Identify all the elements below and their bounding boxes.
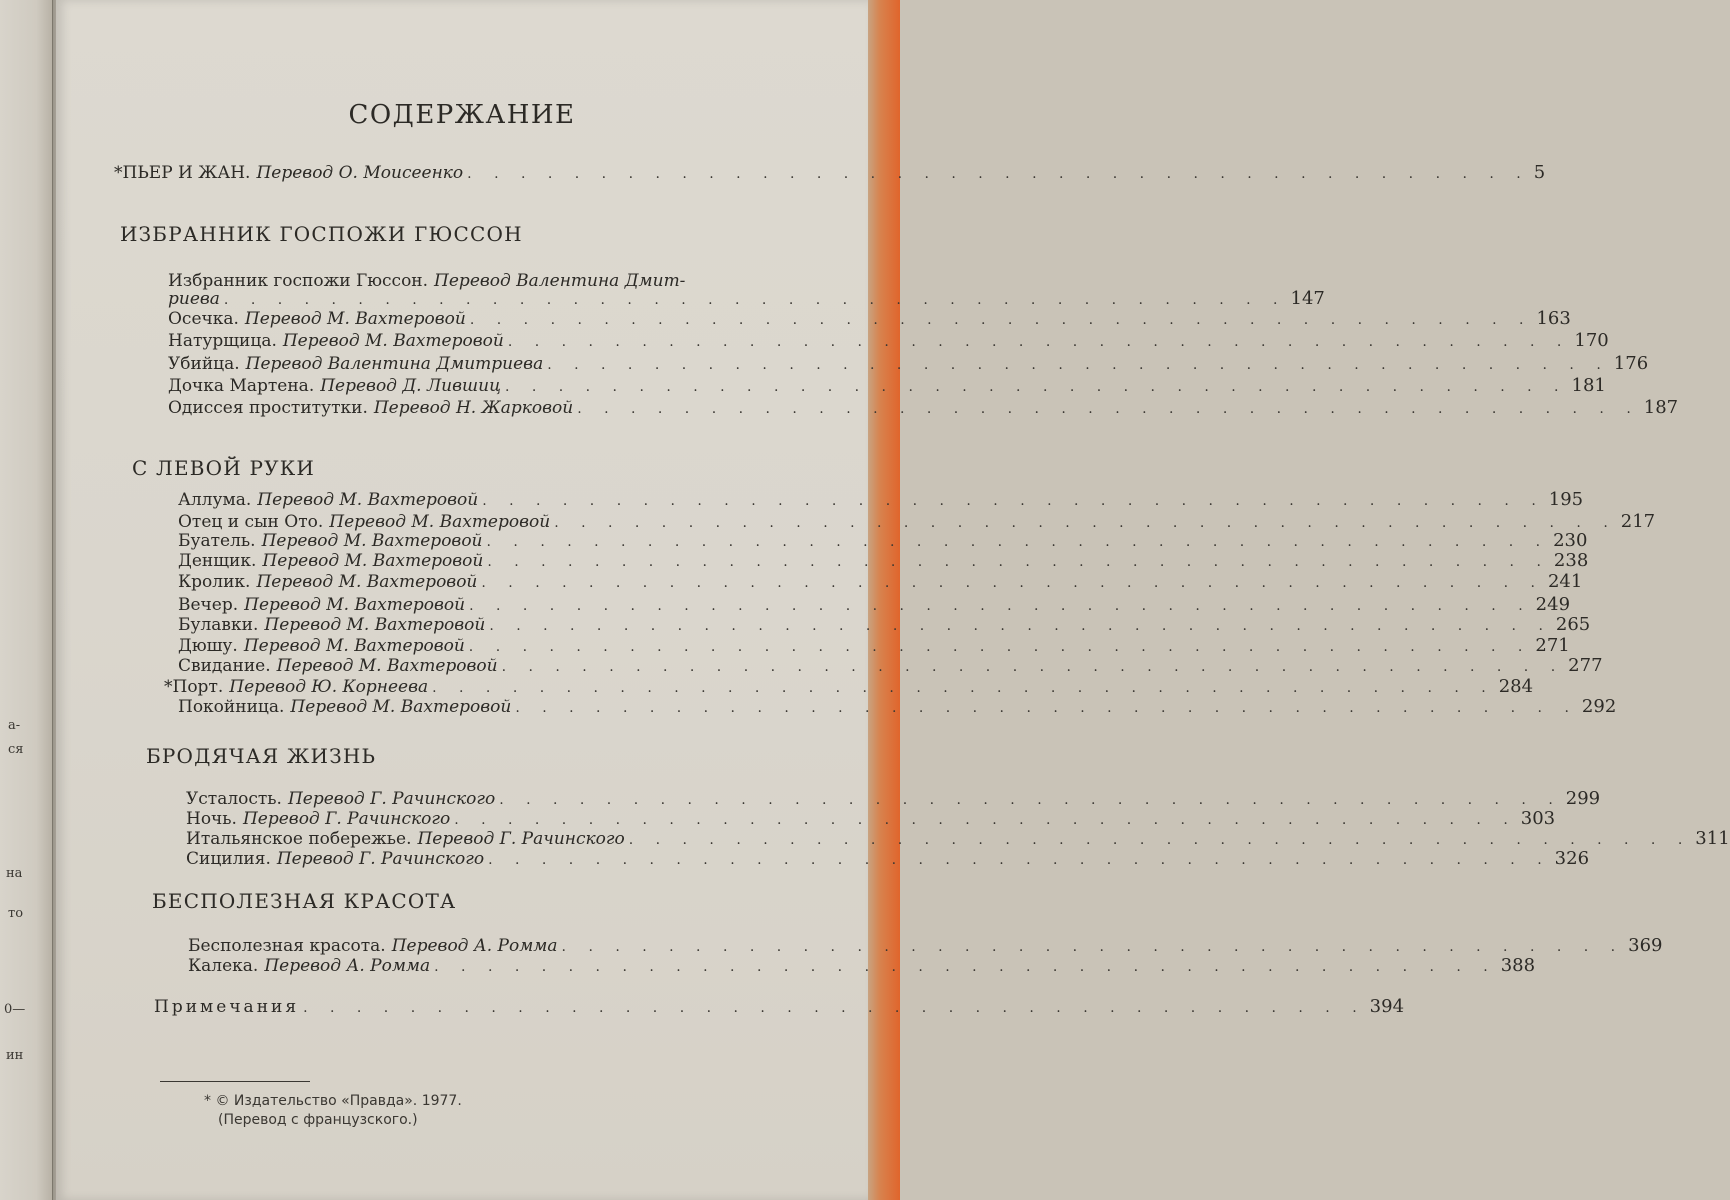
entry-translator: Перевод Н. Жарковой: [373, 398, 574, 418]
section-title: БРОДЯЧАЯ ЖИЗНЬ: [146, 744, 377, 768]
entry-work-title: Осечка.: [168, 309, 239, 329]
entry-work-title: Отец и сын Ото.: [178, 512, 324, 532]
entry-translator: Перевод Валентина Дмит-: [434, 271, 686, 291]
contents-page: [56, 0, 1730, 1200]
entry-work-title: Денщик.: [178, 551, 257, 571]
entry-work-title: Дочка Мартена.: [168, 376, 315, 396]
leader-dots: . . . . . . . . . . . . . . . . . . . . . . . . . . . . . . . . . . . . . . . .: [454, 812, 1517, 828]
leader-dots: . . . . . . . . . . . . . . . . . . . . . . . . . . . . . . . . . . . . . . . .: [223, 292, 1287, 308]
leader-dots: . . . . . . . . . . . . . . . . . . . . . . . . . . . . . . . . . . . . . . . .: [432, 680, 1495, 696]
leader-dots: . . . . . . . . . . . . . . . . . . . . . . . . . . . . . . . . . . . . . . . .: [469, 598, 1532, 614]
entry-page-number: 388: [1500, 955, 1536, 976]
footnote-line: * © Издательство «Правда». 1977.: [204, 1093, 462, 1109]
entry-page-number: 217: [1620, 511, 1656, 532]
entry-page-number: 265: [1555, 614, 1591, 635]
entry-work-title: Натурщица.: [168, 331, 277, 351]
leader-dots: . . . . . . . . . . . . . . . . . . . . . . . . . . . . . . . . . . . . . . . .: [487, 554, 1550, 570]
entry-work-title: Убийца.: [168, 354, 240, 374]
toc-entry: [178, 614, 1591, 636]
toc-entry: [178, 489, 1584, 511]
entry-work-title: Дюшу.: [178, 636, 238, 656]
toc-entry: [168, 330, 1609, 352]
leader-dots: . . . . . . . . . . . . . . . . . . . . . . . . . . . . . . . . . . . . . . . .: [469, 312, 1533, 328]
entry-page-number: 230: [1553, 530, 1588, 551]
toc-entry: [178, 530, 1588, 552]
entry-work-title: ПЬЕР И ЖАН.: [122, 163, 251, 183]
leader-dots: . . . . . . . . . . . . . . . . . . . . . . . . . . . . . . . . . . . . . . . .: [488, 852, 1551, 868]
toc-entry: [178, 550, 1589, 572]
leader-dots: . . . . . . . . . . . . . . . . . . . . . . . . . . . . . . . . . . . . . . . .: [303, 1000, 1366, 1016]
footnote-rule: [160, 1081, 310, 1082]
entry-page-number: 249: [1535, 594, 1571, 615]
entry-page-number: 238: [1553, 550, 1589, 571]
entry-page-number: 369: [1628, 935, 1663, 956]
entry-work-title: Сицилия.: [186, 849, 271, 869]
toc-entry: [178, 594, 1571, 616]
entry-translator: Перевод М. Вахтеровой: [261, 531, 483, 551]
facing-page-fragment: ин: [6, 1048, 24, 1063]
leader-dots: . . . . . . . . . . . . . . . . . . . . . . . . . . . . . . . . . . . . . . . .: [554, 515, 1617, 531]
toc-entry: [178, 655, 1603, 677]
leader-dots: . . . . . . . . . . . . . . . . . . . . . . . . . . . . . . . . . . . . . . . .: [507, 334, 1571, 350]
section-title: С ЛЕВОЙ РУКИ: [132, 456, 316, 480]
entry-work-title: Итальянское побережье.: [186, 829, 412, 849]
entry-star: *: [164, 677, 173, 697]
entry-page-number: 299: [1565, 788, 1601, 809]
entry-translator: Перевод М. Вахтеровой: [257, 490, 479, 510]
entry-translator-continuation: риева: [168, 289, 220, 309]
leader-dots: . . . . . . . . . . . . . . . . . . . . . . . . . . . . . . . . . . . . . . . .: [577, 401, 1640, 417]
entry-page-number: 181: [1571, 375, 1606, 396]
toc-entry: [186, 848, 1590, 870]
entry-translator: Перевод Д. Лившиц: [320, 376, 501, 396]
entry-work-title: Свидание.: [178, 656, 271, 676]
entry-page-number: 303: [1520, 808, 1556, 829]
entry-work-title: Аллума.: [178, 490, 252, 510]
entry-work-title: Примечания: [154, 997, 300, 1017]
toc-entry: [164, 676, 1534, 698]
entry-page-number: 170: [1574, 330, 1609, 351]
leader-dots: . . . . . . . . . . . . . . . . . . . . . . . . . . . . . . . . . . . . . . . .: [561, 939, 1625, 955]
entry-translator: Перевод М. Вахтеровой: [243, 636, 465, 656]
leader-dots: . . . . . . . . . . . . . . . . . . . . . . . . . . . . . . . . . . . . . . . .: [489, 618, 1552, 634]
leader-dots: . . . . . . . . . . . . . . . . . . . . . . . . . . . . . . . . . . . . . . . .: [504, 379, 1568, 395]
toc-entry: [186, 788, 1601, 810]
toc-entry: [186, 828, 1730, 850]
entry-page-number: 147: [1290, 288, 1325, 309]
entry-work-title: Одиссея проститутки.: [168, 398, 368, 418]
entry-translator: Перевод Г. Рачинского: [287, 789, 496, 809]
entry-page-number: 271: [1535, 635, 1570, 656]
entry-star: *: [114, 163, 123, 183]
entry-translator: Перевод М. Вахтеровой: [244, 309, 466, 329]
entry-translator: Перевод Г. Рачинского: [276, 849, 485, 869]
leader-dots: . . . . . . . . . . . . . . . . . . . . . . . . . . . . . . . . . . . . . . . .: [501, 659, 1565, 675]
entry-page-number: 176: [1613, 353, 1649, 374]
entry-translator: Перевод Валентина Дмитриева: [245, 354, 544, 374]
toc-entry: [186, 808, 1556, 830]
leader-dots: . . . . . . . . . . . . . . . . . . . . . . . . . . . . . . . . . . . . . . . .: [547, 357, 1610, 373]
toc-entry: [168, 288, 1325, 310]
toc-entry: [114, 162, 1546, 184]
facing-page-fragment: ся: [8, 742, 24, 757]
entry-translator: Перевод М. Вахтеровой: [256, 572, 478, 592]
leader-dots: . . . . . . . . . . . . . . . . . . . . . . . . . . . . . . . . . . . . . . . .: [515, 700, 1578, 716]
entry-page-number: 163: [1536, 308, 1571, 329]
entry-work-title: Кролик.: [178, 572, 251, 592]
entry-translator: Перевод М. Вахтеровой: [329, 512, 551, 532]
entry-page-number: 326: [1554, 848, 1590, 869]
leader-dots: . . . . . . . . . . . . . . . . . . . . . . . . . . . . . . . . . . . . . . . .: [486, 534, 1550, 550]
entry-page-number: 292: [1581, 696, 1617, 717]
toc-entry: [178, 571, 1583, 593]
leader-dots: . . . . . . . . . . . . . . . . . . . . . . . . . . . . . . . . . . . . . . . .: [467, 166, 1530, 182]
entry-translator: Перевод М. Вахтеровой: [264, 615, 486, 635]
entry-page-number: 284: [1498, 676, 1534, 697]
toc-entry: [168, 397, 1679, 419]
entry-page-number: 394: [1369, 996, 1405, 1017]
entry-page-number: 5: [1533, 162, 1546, 183]
toc-entry: [188, 935, 1663, 957]
entry-work-title: Порт.: [172, 677, 224, 697]
entry-translator: Перевод А. Ромма: [391, 936, 558, 956]
entry-translator: Перевод А. Ромма: [264, 956, 431, 976]
entry-work-title: Бесполезная красота.: [188, 936, 386, 956]
entry-page-number: 195: [1548, 489, 1584, 510]
facing-page-fragment: на: [6, 866, 23, 881]
toc-entry: [168, 353, 1649, 375]
page-title: СОДЕРЖАНИЕ: [348, 100, 576, 130]
entry-page-number: 241: [1547, 571, 1583, 592]
entry-page-number: 277: [1568, 655, 1603, 676]
toc-entry-notes: [154, 996, 1405, 1018]
entry-page-number: 311: [1695, 828, 1730, 849]
entry-work-title: Булавки.: [178, 615, 259, 635]
entry-translator: Перевод Г. Рачинского: [417, 829, 625, 849]
facing-page-fragment: а-: [8, 718, 21, 733]
entry-translator: Перевод Г. Рачинского: [242, 809, 451, 829]
entry-translator: Перевод М. Вахтеровой: [276, 656, 498, 676]
leader-dots: . . . . . . . . . . . . . . . . . . . . . . . . . . . . . . . . . . . . . . . .: [468, 639, 1532, 655]
toc-entry: [178, 635, 1570, 657]
facing-page: [0, 0, 53, 1200]
entry-translator: Перевод Ю. Корнеева: [229, 677, 429, 697]
section-title: БЕСПОЛЕЗНАЯ КРАСОТА: [152, 889, 457, 913]
entry-work-title: Покойница.: [178, 697, 285, 717]
entry-work-title: Вечер.: [178, 595, 239, 615]
entry-translator: Перевод М. Вахтеровой: [244, 595, 466, 615]
entry-translator: Перевод М. Вахтеровой: [262, 551, 484, 571]
leader-dots: . . . . . . . . . . . . . . . . . . . . . . . . . . . . . . . . . . . . . . . .: [434, 959, 1497, 975]
toc-entry: [188, 955, 1536, 977]
facing-page-fragment: то: [8, 906, 24, 921]
facing-page-fragment: 0—: [4, 1002, 26, 1017]
entry-work-title: Ночь.: [186, 809, 237, 829]
leader-dots: . . . . . . . . . . . . . . . . . . . . . . . . . . . . . . . . . . . . . . . .: [499, 792, 1562, 808]
section-title: ИЗБРАННИК ГОСПОЖИ ГЮССОН: [120, 222, 523, 246]
entry-work-title: Калека.: [188, 956, 259, 976]
entry-work-title: Избранник госпожи Гюссон.: [168, 271, 429, 291]
entry-work-title: Усталость.: [186, 789, 282, 809]
footnote-line: (Перевод с французского.): [218, 1112, 418, 1128]
leader-dots: . . . . . . . . . . . . . . . . . . . . . . . . . . . . . . . . . . . . . . . .: [628, 832, 1692, 848]
entry-translator: Перевод О. Моисеенко: [256, 163, 464, 183]
leader-dots: . . . . . . . . . . . . . . . . . . . . . . . . . . . . . . . . . . . . . . . .: [482, 493, 1545, 509]
entry-translator: Перевод М. Вахтеровой: [290, 697, 512, 717]
toc-entry: [178, 696, 1617, 718]
entry-page-number: 187: [1643, 397, 1679, 418]
toc-entry: [168, 375, 1606, 397]
entry-translator: Перевод М. Вахтеровой: [282, 331, 504, 351]
toc-entry: [168, 308, 1571, 330]
leader-dots: . . . . . . . . . . . . . . . . . . . . . . . . . . . . . . . . . . . . . . . .: [481, 575, 1544, 591]
entry-work-title: Буатель.: [178, 531, 256, 551]
